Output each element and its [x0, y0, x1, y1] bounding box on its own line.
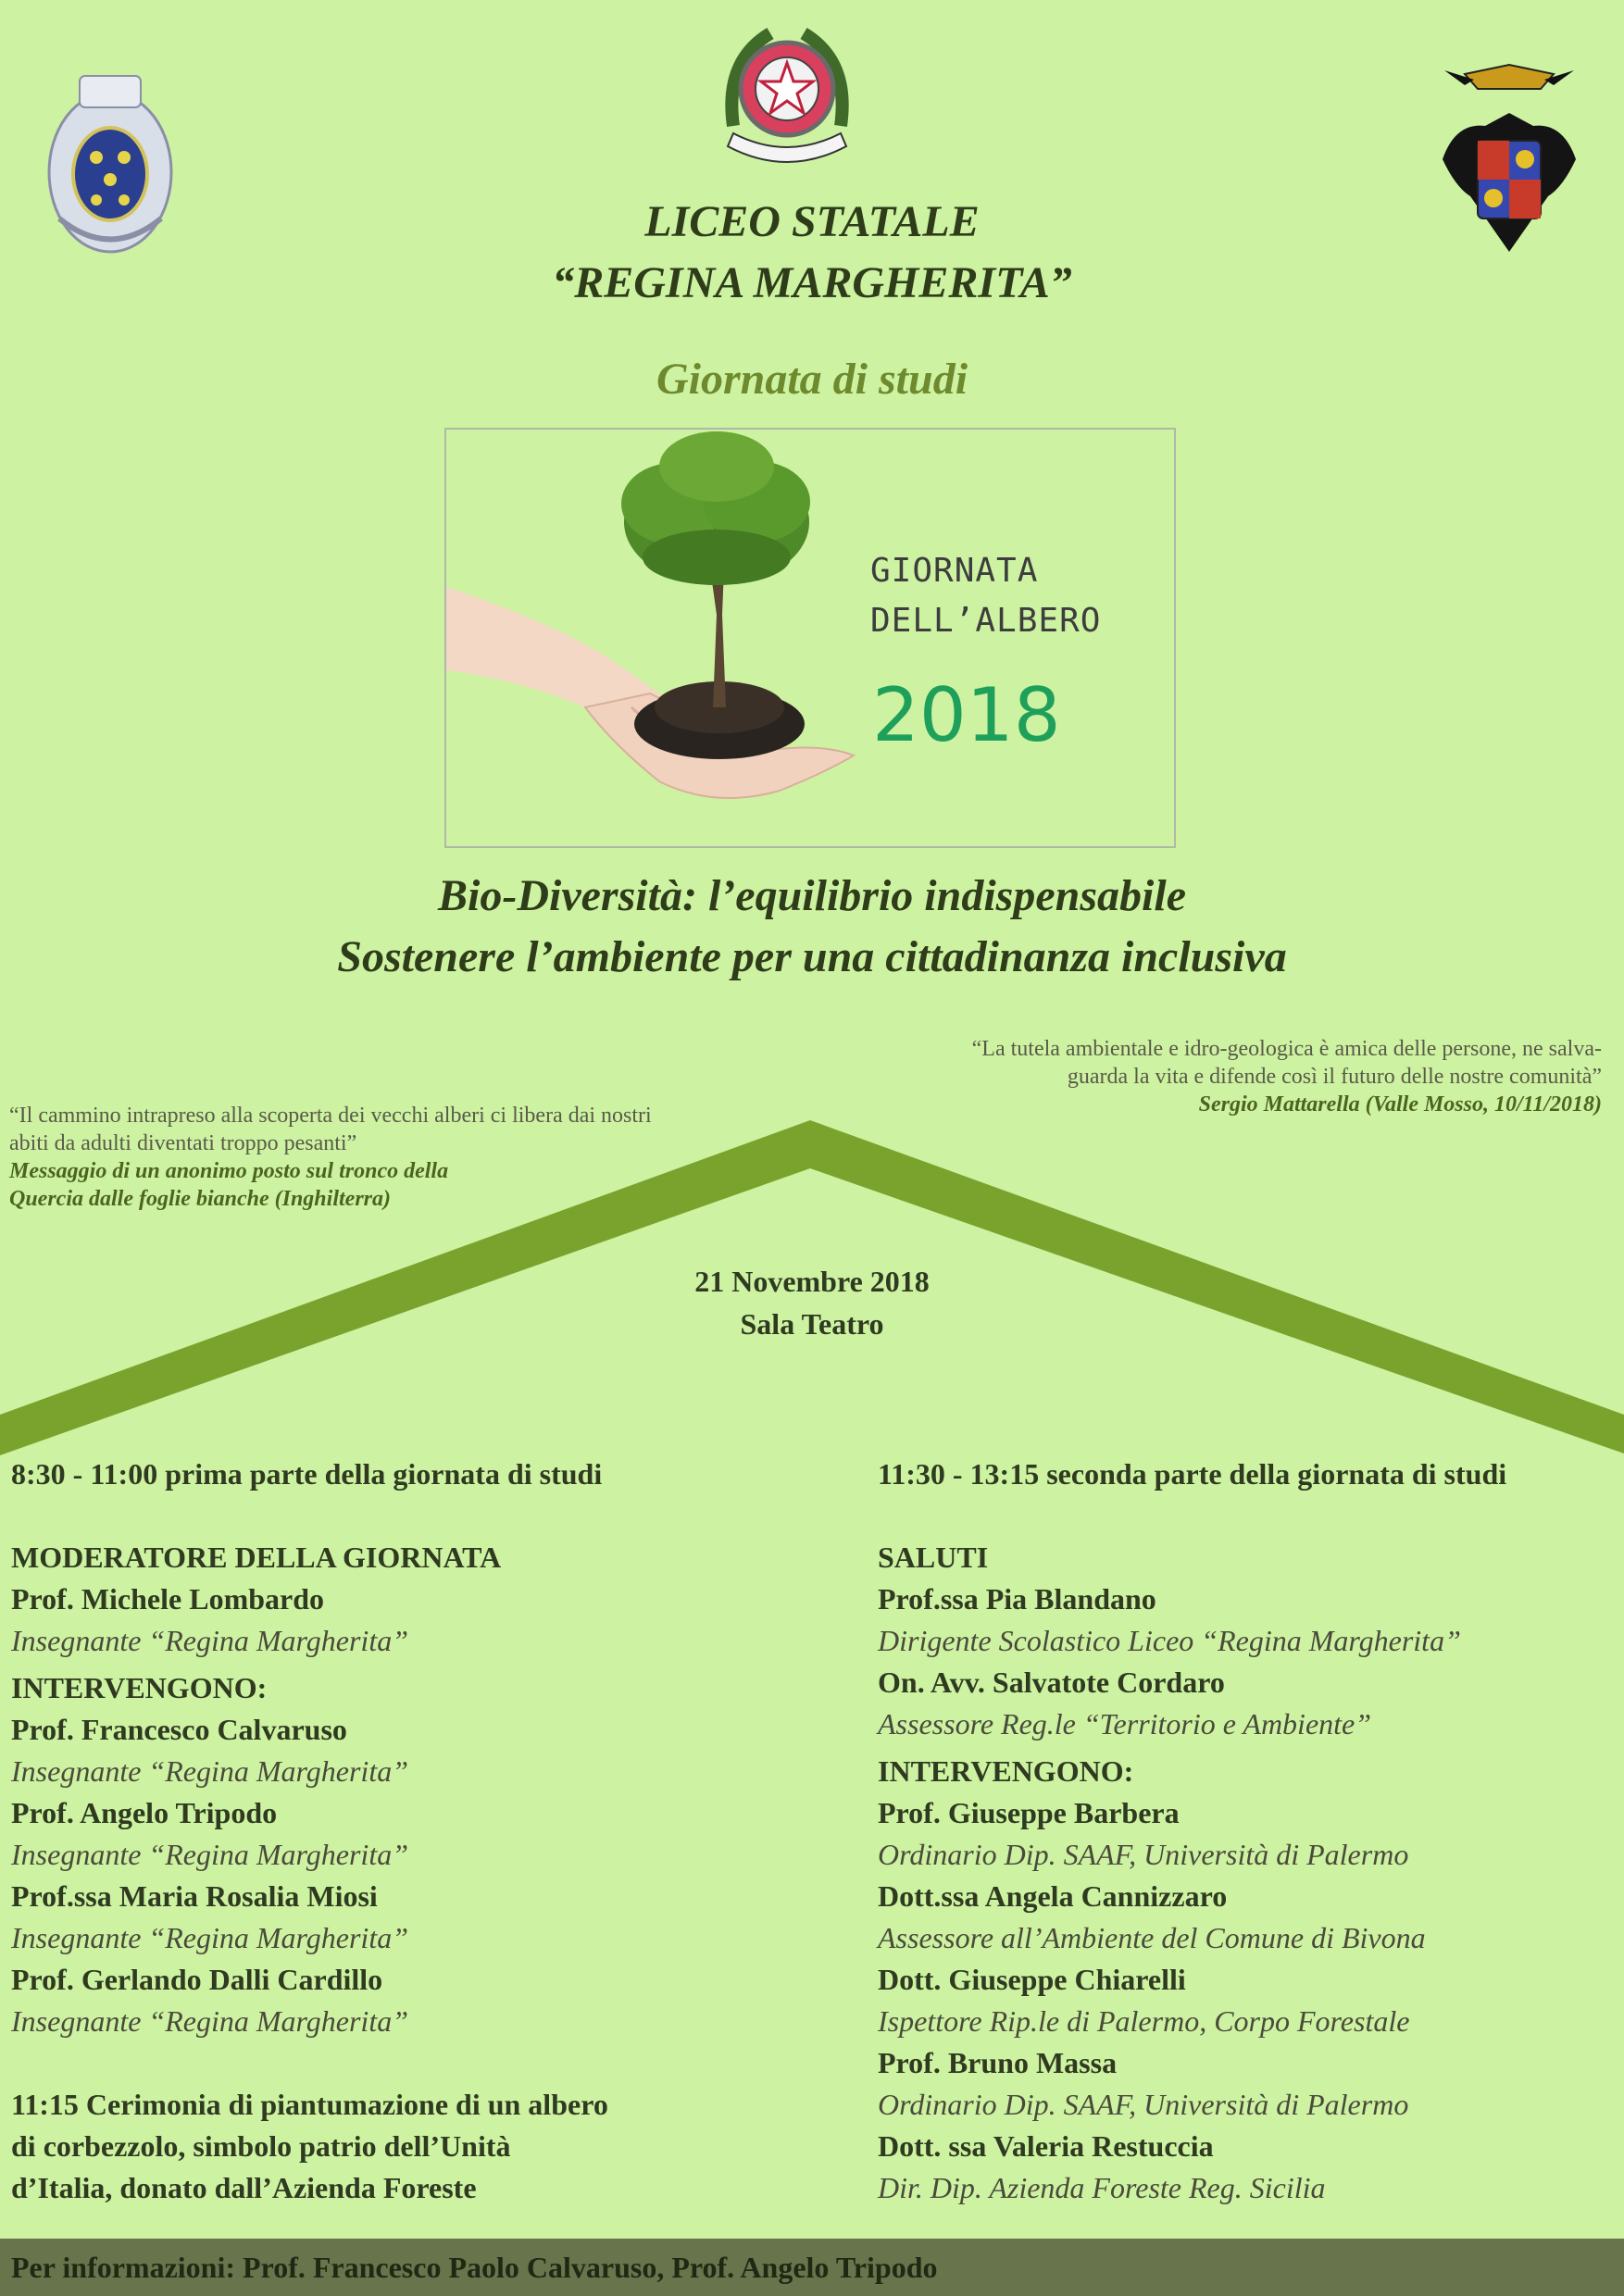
session-2-heading: 11:30 - 13:15 seconda parte della giornata di studi	[878, 1457, 1507, 1491]
speaker-role: Dir. Dip. Azienda Foreste Reg. Sicilia	[878, 2171, 1326, 2204]
speaker-name: Prof. Giuseppe Barbera	[878, 1796, 1180, 1829]
left-speakers-heading: INTERVENGONO:	[11, 1671, 268, 1704]
session-1-heading: 8:30 - 11:00 prima parte della giornata di studi	[11, 1457, 603, 1491]
speaker-name: Prof. Bruno Massa	[878, 2046, 1118, 2079]
speaker-role: Ordinario Dip. SAAF, Università di Palermo	[878, 2088, 1409, 2121]
moderator-role: Insegnante “Regina Margherita”	[11, 1624, 408, 1657]
school-name-line-2: “REGINA MARGHERITA”	[552, 258, 1072, 307]
poster-label-line-1: GIORNATA	[870, 552, 1039, 590]
quote-left-text-2: abiti da adulti diventati troppo pesanti”	[9, 1131, 357, 1155]
quote-right-text-1: “La tutela ambientale e idro-geologica è amica delle persone, ne salva-	[971, 1037, 1602, 1061]
greeting-role: Dirigente Scolastico Liceo “Regina Margherita”	[878, 1624, 1461, 1657]
quote-left-source-2: Quercia dalle foglie bianche (Inghilterra)	[9, 1187, 391, 1211]
speaker-role: Insegnante “Regina Margherita”	[11, 1838, 408, 1871]
school-name-line-1: LICEO STATALE	[644, 197, 980, 246]
ceremony-line-3: d’Italia, donato dall’Azienda Foreste	[11, 2171, 477, 2204]
italian-republic-emblem	[715, 15, 859, 174]
greeting-name: Prof.ssa Pia Blandano	[878, 1582, 1156, 1616]
speaker-name: Prof. Francesco Calvaruso	[11, 1713, 347, 1746]
ceremony-line-2: di corbezzolo, simbolo patrio dell’Unità	[11, 2129, 511, 2163]
speaker-name: Prof. Angelo Tripodo	[11, 1796, 278, 1829]
main-title-line-2: Sostenere l’ambiente per una cittadinanza inclusiva	[337, 932, 1287, 981]
program-left-column	[11, 1454, 807, 2209]
greetings-heading: SALUTI	[878, 1541, 989, 1574]
speaker-role: Insegnante “Regina Margherita”	[11, 1921, 408, 1954]
greeting-role: Assessore Reg.le “Territorio e Ambiente”	[878, 1707, 1372, 1741]
speaker-name: Dott. ssa Valeria Restuccia	[878, 2129, 1214, 2163]
speaker-role: Ordinario Dip. SAAF, Università di Palermo	[878, 1838, 1409, 1871]
moderator-name: Prof. Michele Lombardo	[11, 1582, 325, 1616]
ceremony-line-1: 11:15 Cerimonia di piantumazione di un albero	[11, 2088, 608, 2121]
right-speakers-heading: INTERVENGONO:	[878, 1754, 1134, 1788]
speaker-role: Assessore all’Ambiente del Comune di Bivona	[878, 1921, 1426, 1954]
event-venue: Sala Teatro	[740, 1307, 884, 1341]
speaker-name: Dott. Giuseppe Chiarelli	[878, 1963, 1186, 1996]
speaker-name: Prof.ssa Maria Rosalia Miosi	[11, 1879, 378, 1913]
footer-info-bar	[0, 2239, 1624, 2296]
event-subtitle: Giornata di studi	[656, 355, 968, 404]
speaker-name: Prof. Gerlando Dalli Cardillo	[11, 1963, 383, 1996]
main-title-line-1: Bio-Diversità: l’equilibrio indispensabile	[437, 871, 1186, 920]
speaker-name: Dott.ssa Angela Cannizzaro	[878, 1879, 1228, 1913]
event-date: 21 Novembre 2018	[694, 1265, 930, 1298]
quote-left-source-1: Messaggio di un anonimo posto sul tronco della	[9, 1159, 449, 1183]
greeting-name: On. Avv. Salvatote Cordaro	[878, 1666, 1225, 1699]
footer-info-text: Per informazioni: Prof. Francesco Paolo Calvaruso, Prof. Angelo Tripodo	[11, 2251, 938, 2284]
speaker-role: Insegnante “Regina Margherita”	[11, 1754, 408, 1788]
program-right-column	[878, 1454, 1618, 2209]
speaker-role: Ispettore Rip.le di Palermo, Corpo Forestale	[878, 2004, 1410, 2038]
tree-day-poster-image	[444, 428, 1176, 848]
quote-right-text-2: guarda la vita e difende così il futuro delle nostre comunità”	[1067, 1065, 1602, 1089]
speaker-role: Insegnante “Regina Margherita”	[11, 2004, 408, 2038]
quote-left	[9, 1102, 806, 1213]
moderator-heading: MODERATORE DELLA GIORNATA	[11, 1541, 502, 1574]
poster-year: 2018	[872, 672, 1061, 758]
quote-right-source: Sergio Mattarella (Valle Mosso, 10/11/2018)	[1198, 1092, 1602, 1117]
poster-label-line-2: DELL’ALBERO	[870, 602, 1102, 640]
quote-left-text-1: “Il cammino intrapreso alla scoperta dei vecchi alberi ci libera dai nostri	[9, 1104, 652, 1128]
